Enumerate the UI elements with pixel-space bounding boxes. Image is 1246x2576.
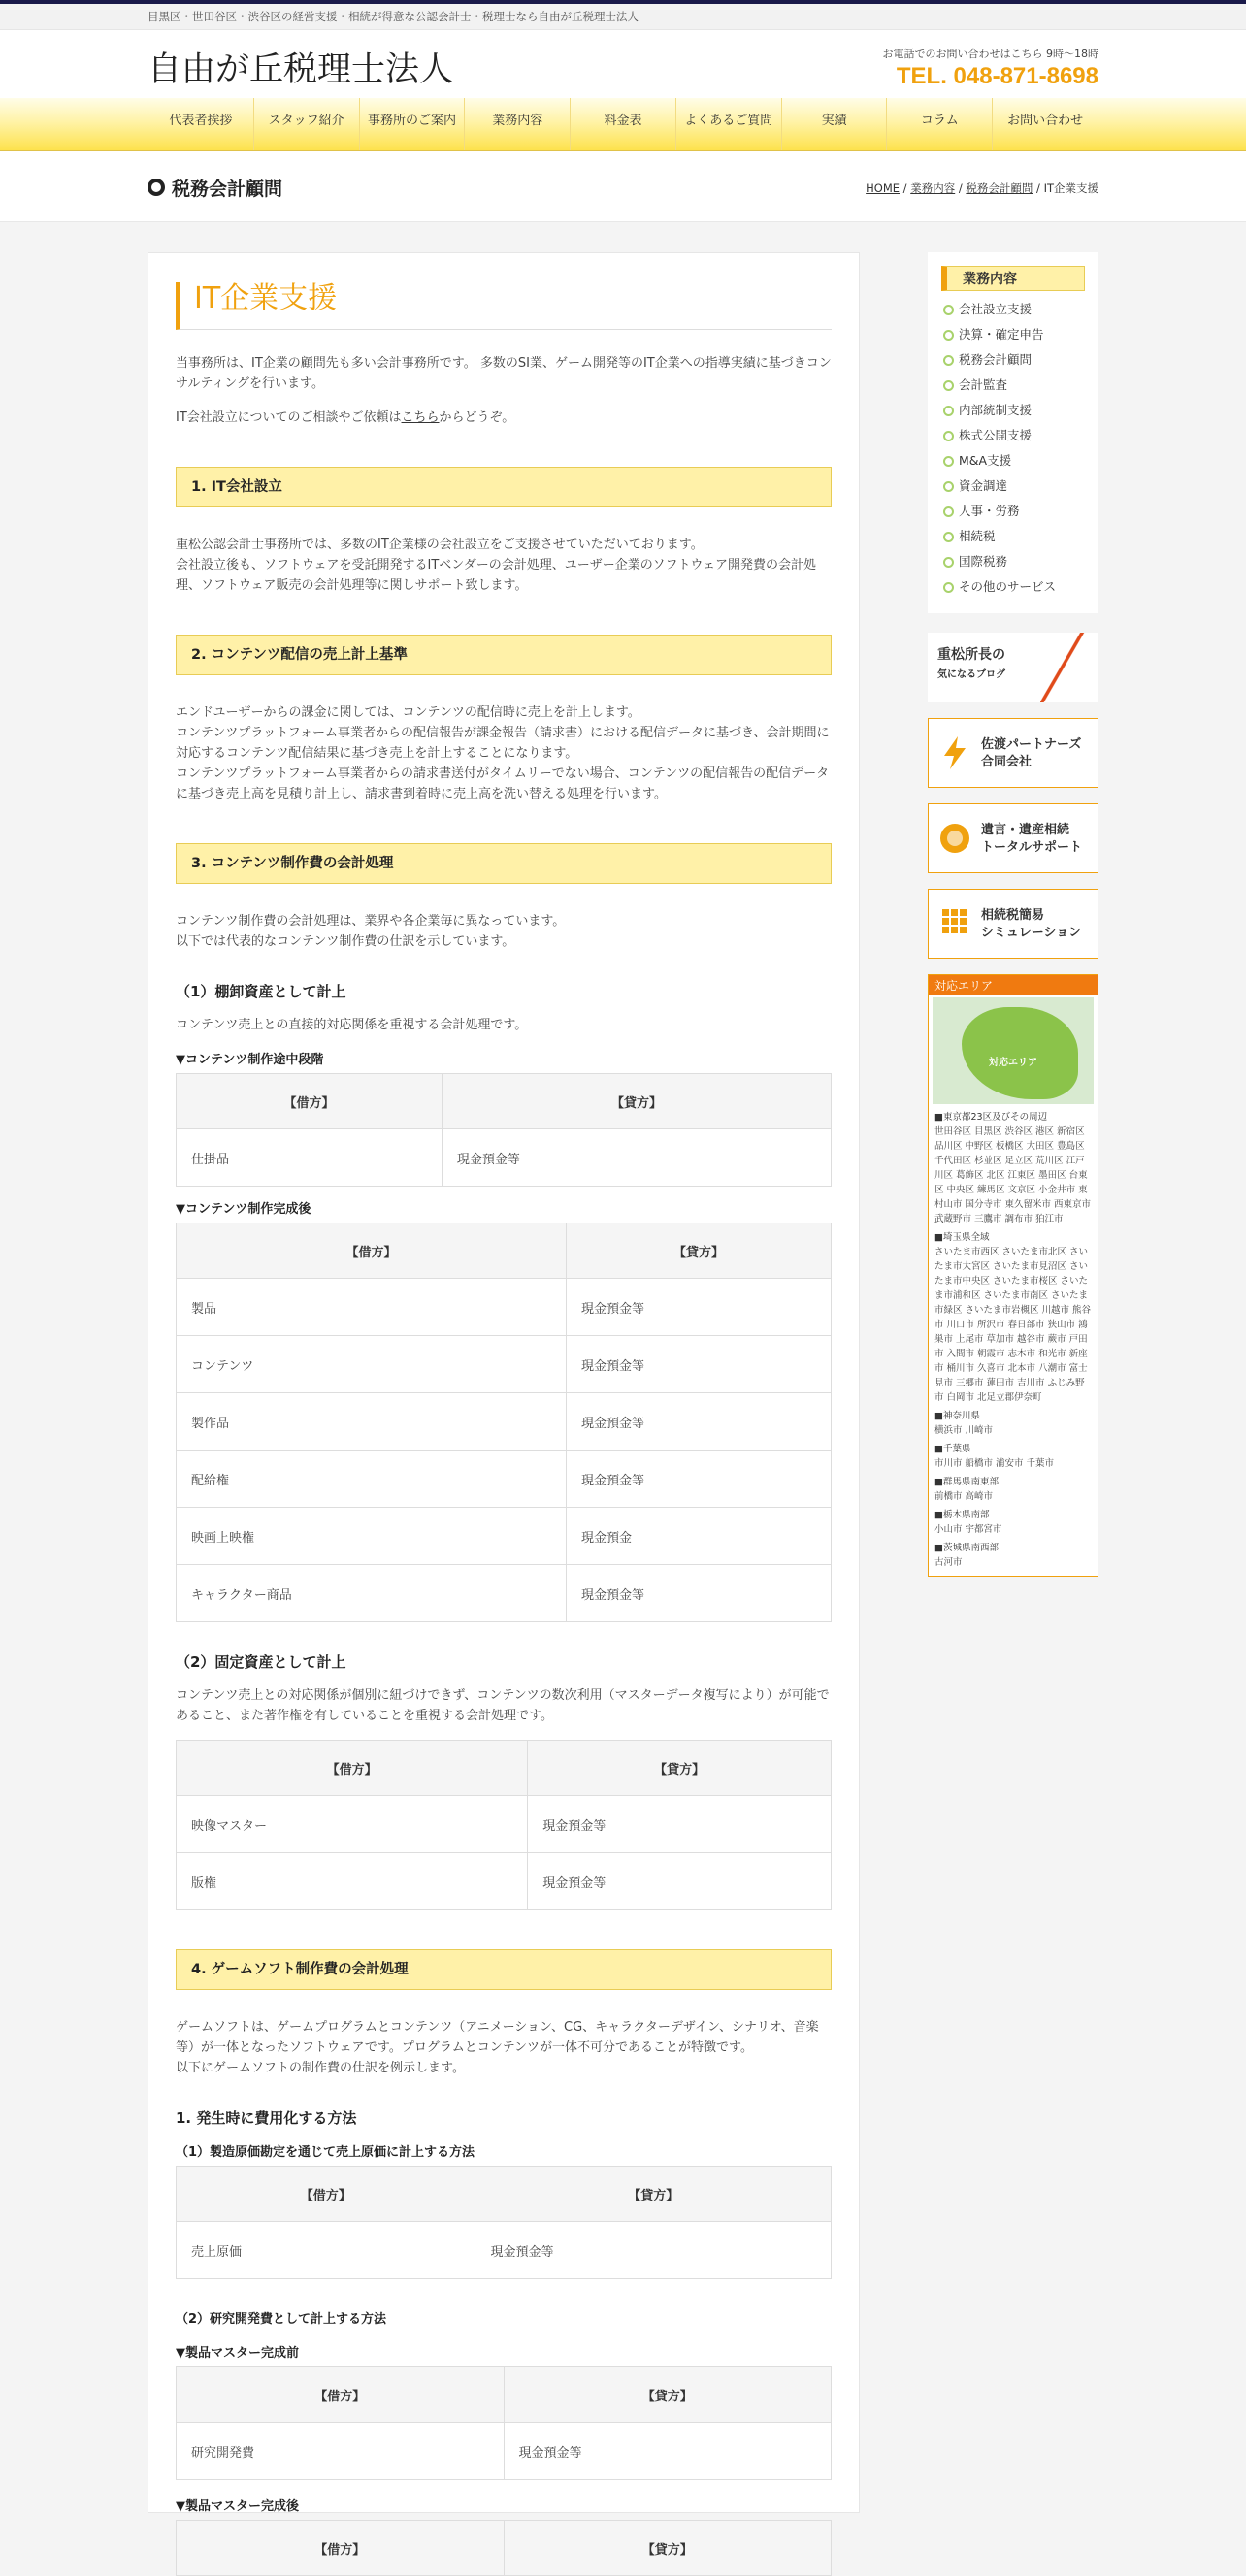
- sidebar-item[interactable]: 会計監査: [941, 373, 1085, 398]
- th-debit: 【借方】: [177, 1074, 443, 1129]
- table-row: 仕掛品 現金預金等: [177, 1129, 832, 1187]
- table-label: ▼コンテンツ制作完成後: [176, 1202, 312, 1217]
- th-credit: 【貸方】: [528, 1741, 832, 1796]
- section-text: エンドユーザーからの課金に関しては、コンテンツの配信時に売上を計上します。 コンテンツプラットフォーム事業者からの配信報告が課金報告（請求書）における配信データに基づき、会計期間に対応するコンテンツ配信結果に基づき売上を計上することになります。 コンテンツプラットフォーム事業者からの請求書送付がタイムリーでない場合、コンテンツの配信報告の配信データに基づき売上高を見積り計上し、請求書到着時に売上高を洗い替える処理を行います。: [176, 705, 830, 801]
- main-content: [148, 252, 860, 2558]
- subheading-text: コンテンツ売上との直接的対応関係を重視する会計処理です。: [176, 1018, 528, 1032]
- nav-item-staff[interactable]: スタッフ紹介: [253, 98, 359, 150]
- subheading-fixed-asset: （2）固定資産として計上: [176, 1653, 346, 1671]
- table-row: 製作品 現金預金等: [177, 1393, 832, 1451]
- section-heading-game: 4. ゲームソフト制作費の会計処理: [176, 1949, 832, 1990]
- sidebar-item[interactable]: 人事・労務: [941, 499, 1085, 524]
- contact-link[interactable]: こちら: [401, 410, 440, 425]
- inheritance-banner[interactable]: [928, 803, 1098, 873]
- table-row: 版権 現金預金等: [177, 1853, 832, 1910]
- section-text: コンテンツ制作費の会計処理は、業界や各企業毎に異なっています。 以下では代表的なコンテンツ制作費の仕訳を示しています。: [176, 914, 566, 949]
- site-logo[interactable]: 自由が丘税理士法人: [148, 50, 454, 89]
- journal-table: [176, 2366, 832, 2480]
- subheading-expense: 1. 発生時に費用化する方法: [176, 2109, 357, 2127]
- breadcrumb-tax[interactable]: 税務会計顧問: [966, 181, 1033, 195]
- service-menu: [928, 252, 1098, 613]
- section-text: 重松公認会計士事務所では、多数のIT企業様の会社設立をご支援させていただいております。 会社設立後も、ソフトウェアを受託開発するITベンダーの会計処理、ユーザー企業のソフトウェア開発費の会計処理、ソフトウェア販売の会計処理等に関しサポート致します。: [176, 538, 816, 593]
- calculator-icon: [938, 905, 971, 942]
- th-debit: 【借方】: [177, 1741, 528, 1796]
- circle-logo-icon: [938, 820, 971, 857]
- sidebar-item[interactable]: 株式公開支援: [941, 423, 1085, 448]
- table-row: 映像マスター 現金預金等: [177, 1796, 832, 1853]
- table-row: キャラクター商品 現金預金等: [177, 1565, 832, 1622]
- th-credit: 【貸方】: [504, 2367, 832, 2423]
- sidebar-item[interactable]: 国際税務: [941, 549, 1085, 574]
- pen-icon: [1040, 633, 1098, 702]
- simulation-banner[interactable]: [928, 889, 1098, 959]
- sidebar-item[interactable]: M&A支援: [941, 448, 1085, 473]
- contact-block: [883, 46, 1099, 90]
- section-text: ゲームソフトは、ゲームプログラムとコンテンツ（アニメーション、CG、キャラクターデザイン、シナリオ、音楽等）が一体となったソフトウェアです。プログラムとコンテンツが一体不可分であることが特徴です。 以下にゲームソフトの制作費の仕訳を例示します。: [176, 2020, 819, 2075]
- nav-item-column[interactable]: コラム: [886, 98, 992, 150]
- partners-banner[interactable]: [928, 718, 1098, 788]
- section-heading-content-cost: 3. コンテンツ制作費の会計処理: [176, 843, 832, 884]
- global-nav: [0, 98, 1246, 151]
- map-label: 対応エリア: [989, 1058, 1037, 1068]
- subheading-text: コンテンツ売上との対応関係が個別に紐づけできず、コンテンツの数次利用（マスターデータ複写により）が可能であること、また著作権を有していることを重視する会計処理です。: [176, 1688, 830, 1723]
- contact-label: お電話でのお問い合わせはこちら 9時～18時: [882, 48, 1098, 60]
- th-debit: 【借方】: [177, 2521, 505, 2576]
- table-label: ▼製品マスター完成後: [176, 2499, 299, 2514]
- journal-table: [176, 1223, 832, 1622]
- phone-number[interactable]: TEL. 048-871-8698: [896, 63, 1098, 89]
- table-row: コンテンツ 現金預金等: [177, 1336, 832, 1393]
- sidebar-item[interactable]: 相続税: [941, 524, 1085, 549]
- method-label: （1）製造原価勘定を通じて売上原価に計上する方法: [176, 2145, 475, 2160]
- breadcrumb-home[interactable]: HOME: [866, 181, 901, 195]
- circle-bullet-icon: [148, 179, 165, 196]
- section-heading-it-setup: 1. IT会社設立: [176, 467, 832, 507]
- journal-table: [176, 1073, 832, 1187]
- th-credit: 【貸方】: [475, 2167, 832, 2222]
- sidebar-item[interactable]: 内部統制支援: [941, 398, 1085, 423]
- breadcrumb-services[interactable]: 業務内容: [910, 181, 956, 195]
- table-row: 配給権 現金預金等: [177, 1451, 832, 1508]
- table-row: 売上原価 現金預金等: [177, 2222, 832, 2279]
- partners-banner-text: 佐渡パートナーズ 合同会社: [981, 737, 1082, 769]
- nav-item-greeting[interactable]: 代表者挨拶: [148, 98, 253, 150]
- journal-table: [176, 2166, 832, 2279]
- breadcrumb-current: IT企業支援: [1043, 181, 1098, 195]
- th-credit: 【貸方】: [504, 2521, 832, 2576]
- nav-item-contact[interactable]: お問い合わせ: [992, 98, 1098, 150]
- sidebar-item[interactable]: 会社設立支援: [941, 297, 1085, 322]
- intro-contact-text: IT会社設立についてのご相談やご依頼はこちらからどうぞ。: [176, 410, 515, 425]
- page-title-bar: [0, 151, 1246, 222]
- table-row: 製品 現金預金等: [177, 1279, 832, 1336]
- site-header: [0, 30, 1246, 98]
- blog-banner-subtitle: 気になるブログ: [937, 669, 1005, 680]
- table-label: ▼製品マスター完成前: [176, 2346, 299, 2361]
- nav-item-faq[interactable]: よくあるご質問: [675, 98, 781, 150]
- sidebar-item[interactable]: その他のサービス: [941, 574, 1085, 600]
- blog-banner-title: 重松所長の: [937, 647, 1005, 663]
- intro-text: 当事務所は、IT企業の顧問先も多い会計事務所です。 多数のSI業、ゲーム開発等のIT企業への指導実績に基づきコンサルティングを行います。: [176, 356, 832, 391]
- area-list: ■東京都23区及びその周辺 世田谷区 目黒区 渋谷区 港区 新宿区 品川区 中野区 板橋区 大田区 豊島区 千代田区 杉並区 足立区 荒川区 江戸川区 葛飾区 北区 江東区 墨田区 台東区 中央区 練馬区 文京区 小金井市 東村山市 国分寺市 東久留米市 西東京市 武蔵野市 三鷹市 調布市 狛江市 ■埼玉県全域 さいたま市西区 さいたま市北区 さいたま市大宮区 さいたま市見沼区 さいたま市中央区 さいたま市桜区 さいたま市浦和区 さいたま市南区 さいたま市緑区 さいたま市岩槻区 川越市 熊谷市 川口市 所沢市 春日部市 狭山市 鴻巣市 上尾市 草加市 越谷市 蕨市 戸田市 入間市 朝霞市 志木市 和光市 新座市 桶川市 久喜市 北本市 八潮市 富士見市 三郷市 蓮田市 吉川市 ふじみ野市 白岡市 北足立郡伊奈町 ■神奈川県 横浜市 川崎市 ■千葉県 市川市 船橋市 浦安市 千葉市 ■群馬県南東部 前橋市 高崎市 ■栃木県南部 小山市 宇都宮市 ■茨城県南西部 古河市: [934, 1112, 1092, 1568]
- th-debit: 【借方】: [177, 2367, 505, 2423]
- sidebar-heading: 業務内容: [941, 266, 1085, 291]
- inheritance-banner-text: 遺言・遺産相続 トータルサポート: [981, 823, 1083, 855]
- th-debit: 【借方】: [177, 2167, 475, 2222]
- area-map: [933, 997, 1094, 1104]
- journal-table: [176, 1740, 832, 1910]
- table-row: 研究開発費 現金預金等: [177, 2423, 832, 2480]
- page-title: [148, 175, 282, 201]
- nav-item-office[interactable]: 事務所のご案内: [359, 98, 465, 150]
- top-tagline-bar: [0, 4, 1246, 30]
- nav-item-results[interactable]: 実績: [781, 98, 887, 150]
- subheading-inventory: （1）棚卸資産として計上: [176, 983, 346, 1000]
- sidebar-item[interactable]: 決算・確定申告: [941, 322, 1085, 347]
- sidebar-item[interactable]: 税務会計顧問: [941, 347, 1085, 373]
- table-label: ▼コンテンツ制作途中段階: [176, 1053, 324, 1067]
- area-heading: 対応エリア: [929, 975, 1098, 995]
- journal-table: [176, 2520, 832, 2576]
- nav-item-services[interactable]: 業務内容: [464, 98, 570, 150]
- page-title-text: 税務会計顧問: [172, 179, 283, 200]
- th-debit: 【借方】: [177, 1223, 567, 1279]
- th-credit: 【貸方】: [566, 1223, 831, 1279]
- blog-banner[interactable]: [928, 633, 1098, 702]
- tagline: 目黒区・世田谷区・渋谷区の経営支援・相続が得意な公認会計士・税理士なら自由が丘税理士法人: [148, 10, 639, 23]
- section-heading-revenue: 2. コンテンツ配信の売上計上基準: [176, 635, 832, 675]
- nav-item-fees[interactable]: 料金表: [570, 98, 675, 150]
- service-area-box: [928, 974, 1098, 1577]
- sidebar-item[interactable]: 資金調達: [941, 473, 1085, 499]
- th-credit: 【貸方】: [442, 1074, 831, 1129]
- lightning-icon: [938, 734, 971, 771]
- sidebar: [928, 252, 1098, 1577]
- table-row: 映画上映権 現金預金: [177, 1508, 832, 1565]
- breadcrumb: HOME / 業務内容 / 税務会計顧問 / IT企業支援: [866, 181, 1098, 195]
- article-heading: IT企業支援: [176, 282, 832, 330]
- simulation-banner-text: 相続税簡易 シミュレーション: [981, 908, 1082, 940]
- method-label: （2）研究開発費として計上する方法: [176, 2312, 387, 2327]
